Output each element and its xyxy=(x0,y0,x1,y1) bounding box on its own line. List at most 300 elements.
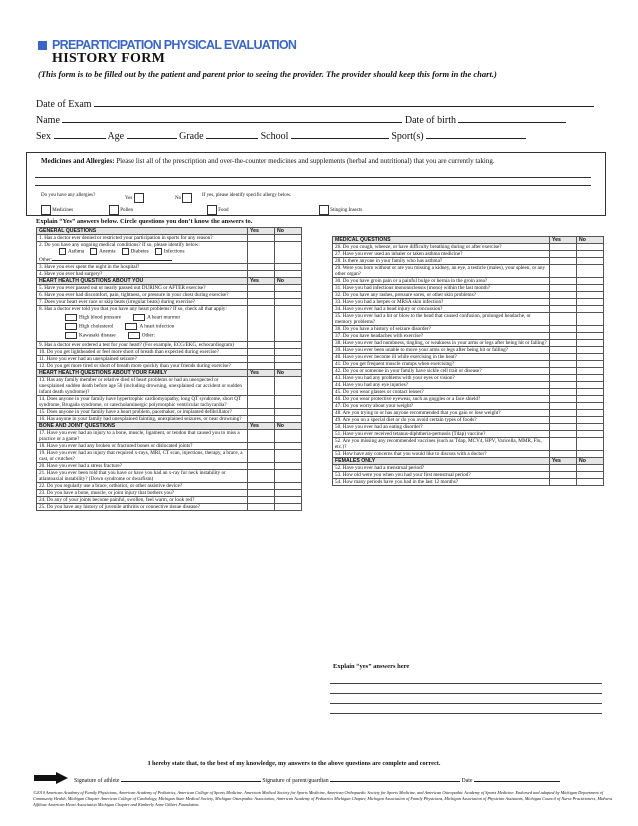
explain-line[interactable] xyxy=(330,693,602,694)
question-row xyxy=(333,340,604,347)
grade-field[interactable] xyxy=(206,129,258,139)
explain-line[interactable] xyxy=(330,713,602,714)
question-text xyxy=(333,479,550,486)
no-answer-cell[interactable] xyxy=(577,340,604,347)
question-row xyxy=(333,285,604,292)
question-row xyxy=(333,375,604,382)
heart-condition-options xyxy=(39,314,245,321)
yes-answer-cell[interactable] xyxy=(550,354,577,361)
no-answer-cell[interactable] xyxy=(275,235,302,242)
allergy-type-food: Food xyxy=(207,205,229,215)
no-answer-cell[interactable] xyxy=(577,396,604,403)
yes-answer-cell[interactable] xyxy=(248,409,275,416)
question-row xyxy=(333,278,604,285)
exam-date-label: Date of Exam xyxy=(36,99,92,110)
no-answer-cell[interactable] xyxy=(275,292,302,299)
no-answer-cell[interactable] xyxy=(275,285,302,292)
yes-answer-cell[interactable] xyxy=(550,333,577,340)
allergy-type-medicines: Medicines xyxy=(41,205,73,215)
other-condition xyxy=(39,255,245,263)
question-label: 43. Have you had any problems with your eyes or vision? xyxy=(335,375,455,381)
no-answer-cell[interactable] xyxy=(577,465,604,472)
no-answer-cell[interactable] xyxy=(577,403,604,410)
heart-condition-label: High blood pressure xyxy=(79,314,122,321)
yes-answer-cell[interactable] xyxy=(550,347,577,354)
question-label: 11. Have you ever had an unexplained seizure? xyxy=(39,356,137,362)
section-header: GENERAL QUESTIONS xyxy=(37,228,248,235)
yes-answer-cell[interactable] xyxy=(550,410,577,417)
no-answer-cell[interactable] xyxy=(577,299,604,306)
allergy-type-pollen: Pollen xyxy=(109,205,133,215)
allergy-no-checkbox[interactable] xyxy=(182,193,192,203)
square-icon xyxy=(38,41,47,50)
question-text xyxy=(37,396,248,409)
yes-answer-cell[interactable] xyxy=(248,242,275,264)
question-label: 3. Have you ever spent the night in the hospital? xyxy=(39,264,140,270)
question-text xyxy=(333,285,550,292)
question-label: 20. Have you ever had a stress fracture? xyxy=(39,463,122,469)
no-answer-cell[interactable] xyxy=(275,356,302,363)
yes-answer-cell[interactable] xyxy=(550,424,577,431)
question-label: 34. Have you ever had a head injury or concussion? xyxy=(335,306,443,312)
allergy-yes: Yes xyxy=(125,193,144,203)
question-text xyxy=(333,368,550,375)
condition-checkbox[interactable] xyxy=(155,248,162,255)
question-row xyxy=(333,472,604,479)
no-answer-cell[interactable] xyxy=(275,504,302,511)
question-label: 5. Have you ever passed out or nearly passed out DURING or AFTER exercise? xyxy=(39,285,206,291)
no-answer-cell[interactable] xyxy=(275,430,302,443)
question-label: 52. Have you ever had a menstrual period? xyxy=(335,465,425,471)
no-column-header: No xyxy=(275,228,302,235)
yes-answer-cell[interactable] xyxy=(550,396,577,403)
section-header-row xyxy=(333,237,604,244)
question-label: 52. Are you missing any recommended vaccines (such as Tdap, MCV4, HPV, Varicella, MMR, Flu, etc.)? xyxy=(335,438,542,450)
no-answer-cell[interactable] xyxy=(577,354,604,361)
yes-answer-cell[interactable] xyxy=(248,430,275,443)
question-label: 21. Have you ever been told that you have or have you had an x-ray for neck instability or atlantoaxial instability? (Down syndrome or dwarfism) xyxy=(39,470,226,482)
no-answer-cell[interactable] xyxy=(577,389,604,396)
other-label: Other: xyxy=(39,257,53,263)
yes-answer-cell[interactable] xyxy=(248,470,275,483)
question-text xyxy=(37,349,248,356)
question-label: 4. Have you ever had surgery? xyxy=(39,271,103,277)
yes-answer-cell[interactable] xyxy=(248,285,275,292)
no-answer-cell[interactable] xyxy=(577,438,604,451)
question-label: 8. Has a doctor ever told you that you have any heart problems? If so, check all that apply: xyxy=(39,306,227,312)
no-answer-cell[interactable] xyxy=(577,472,604,479)
question-text xyxy=(333,347,550,354)
question-label: 26. Do you cough, wheeze, or have difficulty breathing during or after exercise? xyxy=(335,244,502,250)
yes-answer-cell[interactable] xyxy=(248,443,275,450)
question-row xyxy=(37,363,302,370)
question-row xyxy=(37,299,302,306)
grade-label: Grade xyxy=(179,131,204,142)
question-label: 16. Has anyone in your family had unexplained fainting, unexplained seizures, or near drowning? xyxy=(39,416,242,422)
section-header-row xyxy=(37,228,302,235)
name-row xyxy=(36,113,566,126)
question-label: 17. Have you ever had an injury to a bone, muscle, ligament, or tendon that caused you to miss a practice or a game? xyxy=(39,430,240,442)
question-label: 24. Do any of your joints become painful, swollen, feel warm, or look red? xyxy=(39,497,195,503)
left-question-table xyxy=(36,227,302,511)
no-answer-cell[interactable] xyxy=(577,479,604,486)
no-answer-cell[interactable] xyxy=(577,306,604,313)
heart-condition-checkbox[interactable] xyxy=(133,314,145,321)
no-answer-cell[interactable] xyxy=(275,342,302,349)
question-text xyxy=(37,292,248,299)
question-label: 30. Do you have groin pain or a painful bulge or hernia in the groin area? xyxy=(335,278,488,284)
medicines-checkbox[interactable] xyxy=(41,205,51,215)
yes-answer-cell[interactable] xyxy=(550,451,577,458)
question-label: 1. Has a doctor ever denied or restricted your participation in sports for any reason? xyxy=(39,235,213,241)
heart-condition-options xyxy=(39,332,245,339)
condition-label: Asthma xyxy=(68,248,85,255)
yes-answer-cell[interactable] xyxy=(248,396,275,409)
condition-checkbox[interactable] xyxy=(59,248,66,255)
question-row xyxy=(37,342,302,349)
no-answer-cell[interactable] xyxy=(275,497,302,504)
yes-answer-cell[interactable] xyxy=(550,389,577,396)
yes-column-header: Yes xyxy=(248,228,275,235)
no-answer-cell[interactable] xyxy=(275,264,302,271)
medicines-line[interactable] xyxy=(35,185,591,186)
question-text xyxy=(333,465,550,472)
yes-answer-cell[interactable] xyxy=(550,465,577,472)
question-row xyxy=(37,306,302,342)
question-label: 2. Do you have any ongoing medical conditions? If so, please identify below: xyxy=(39,242,200,248)
question-row xyxy=(37,292,302,299)
question-label: 13. Has any family member or relative died of heart problems or had an unexpected or unexplained sudden death before age 50 (including drowning, unexplained car accident or sudden infant death syndrome)? xyxy=(39,377,242,395)
no-answer-cell[interactable] xyxy=(275,377,302,396)
yes-answer-cell[interactable] xyxy=(248,483,275,490)
no-answer-cell[interactable] xyxy=(275,396,302,409)
no-answer-cell[interactable] xyxy=(577,368,604,375)
question-row xyxy=(37,409,302,416)
yes-answer-cell[interactable] xyxy=(550,368,577,375)
yes-answer-cell[interactable] xyxy=(248,504,275,511)
no-answer-cell[interactable] xyxy=(577,313,604,326)
no-answer-cell[interactable] xyxy=(577,375,604,382)
question-row xyxy=(333,361,604,368)
yes-answer-cell[interactable] xyxy=(550,375,577,382)
question-row xyxy=(37,235,302,242)
no-answer-cell[interactable] xyxy=(275,470,302,483)
question-row xyxy=(37,450,302,463)
question-label: 48. Are you trying to or has anyone recommended that you gain or lose weight? xyxy=(335,410,501,416)
question-label: 7. Does your heart ever race or skip beats (irregular beats) during exercise? xyxy=(39,299,195,305)
yes-answer-cell[interactable] xyxy=(248,416,275,423)
school-field[interactable] xyxy=(291,129,389,139)
yes-answer-cell[interactable] xyxy=(550,382,577,389)
question-row xyxy=(333,333,604,340)
question-label: 53. How old were you when you had your first menstrual period? xyxy=(335,472,471,478)
medicines-allergies-box xyxy=(26,152,606,216)
date-label: Date xyxy=(461,778,473,784)
date-field[interactable] xyxy=(474,775,560,782)
no-answer-cell[interactable] xyxy=(275,271,302,278)
question-row xyxy=(37,416,302,423)
heart-condition-label: High cholesterol xyxy=(79,323,114,330)
question-text xyxy=(37,242,248,264)
athlete-signature-field[interactable] xyxy=(121,775,261,782)
certification-statement: I hereby state that, to the best of my knowledge, my answers to the above questions are complete and correct. xyxy=(148,760,441,767)
question-text xyxy=(37,416,248,423)
question-text xyxy=(333,278,550,285)
question-label: 50. Have you ever had an eating disorder? xyxy=(335,424,423,430)
question-text xyxy=(333,258,550,265)
yes-answer-cell[interactable] xyxy=(550,417,577,424)
allergy-yes-checkbox[interactable] xyxy=(134,193,144,203)
no-answer-cell[interactable] xyxy=(577,333,604,340)
no-column-header: No xyxy=(577,458,604,465)
no-answer-cell[interactable] xyxy=(275,242,302,264)
yes-answer-cell[interactable] xyxy=(550,285,577,292)
yes-answer-cell[interactable] xyxy=(550,265,577,278)
question-text xyxy=(333,451,550,458)
yes-answer-cell[interactable] xyxy=(248,377,275,396)
question-row xyxy=(37,349,302,356)
question-label: 9. Has a doctor ever ordered a test for your heart? (For example, ECG/EKG, echocardiogram) xyxy=(39,342,234,348)
yes-answer-cell[interactable] xyxy=(550,431,577,438)
heart-condition-checkbox[interactable] xyxy=(125,323,137,330)
question-label: 27. Have you ever used an inhaler or taken asthma medicine? xyxy=(335,251,463,257)
explain-line[interactable] xyxy=(330,683,602,684)
medicines-label: Medicines and Allergies: Please list all of the prescription and over-the-counter medicines and supplements (herbal and nutritional) that you are currently taking. xyxy=(41,157,495,165)
section-header: HEART HEALTH QUESTIONS ABOUT YOUR FAMILY xyxy=(37,370,248,377)
sex-field[interactable] xyxy=(54,129,106,139)
question-row xyxy=(333,292,604,299)
section-header-row xyxy=(37,370,302,377)
yes-answer-cell[interactable] xyxy=(248,292,275,299)
yes-answer-cell[interactable] xyxy=(550,479,577,486)
no-column-header: No xyxy=(275,370,302,377)
question-text xyxy=(333,417,550,424)
question-label: 6. Have you ever had discomfort, pain, tightness, or pressure in your chest during exercise? xyxy=(39,292,229,298)
no-answer-cell[interactable] xyxy=(577,451,604,458)
no-answer-cell[interactable] xyxy=(577,417,604,424)
question-label: 14. Does anyone in your family have hypertrophic cardiomyopathy, long QT syndrome, short QT syndrome, Brugada syndrome, or catecholaminergic polymorphic ventricular tachycardia? xyxy=(39,396,242,408)
heart-condition-checkbox[interactable] xyxy=(65,323,77,330)
question-row xyxy=(333,451,604,458)
question-text xyxy=(37,363,248,370)
sports-field[interactable] xyxy=(426,129,526,139)
question-label: 49. Are you on a special diet or do you avoid certain types of foods? xyxy=(335,417,477,423)
parent-signature-field[interactable] xyxy=(330,775,460,782)
question-label: 23. Do you have a bone, muscle, or joint injury that bothers you? xyxy=(39,490,174,496)
yes-answer-cell[interactable] xyxy=(248,356,275,363)
no-answer-cell[interactable] xyxy=(577,265,604,278)
yes-answer-cell[interactable] xyxy=(550,361,577,368)
yes-answer-cell[interactable] xyxy=(550,278,577,285)
question-row xyxy=(37,443,302,450)
question-text xyxy=(37,356,248,363)
question-text xyxy=(37,463,248,470)
question-row xyxy=(333,258,604,265)
question-row xyxy=(37,470,302,483)
no-answer-cell[interactable] xyxy=(275,463,302,470)
no-answer-cell[interactable] xyxy=(275,490,302,497)
question-text xyxy=(333,396,550,403)
no-answer-cell[interactable] xyxy=(577,251,604,258)
question-text xyxy=(333,251,550,258)
question-label: 35. Have you ever had a hit or blow to the head that caused confusion, prolonged headache, or memory problems? xyxy=(335,313,531,325)
question-text xyxy=(37,235,248,242)
no-answer-cell[interactable] xyxy=(275,299,302,306)
no-answer-cell[interactable] xyxy=(577,285,604,292)
question-row xyxy=(37,497,302,504)
dob-field[interactable] xyxy=(458,113,566,123)
no-answer-cell[interactable] xyxy=(275,363,302,370)
no-answer-cell[interactable] xyxy=(275,349,302,356)
no-answer-cell[interactable] xyxy=(577,361,604,368)
other-field[interactable] xyxy=(52,255,172,261)
question-row xyxy=(37,483,302,490)
question-row xyxy=(37,285,302,292)
yes-answer-cell[interactable] xyxy=(550,292,577,299)
question-text xyxy=(333,403,550,410)
heart-condition-checkbox[interactable] xyxy=(65,314,77,321)
question-text xyxy=(333,292,550,299)
heart-condition-checkbox[interactable] xyxy=(128,332,140,339)
form-instruction: (This form is to be filled out by the patient and parent prior to seeing the provider. The provider should keep this form in the chart.) xyxy=(38,69,497,79)
question-text xyxy=(37,306,248,342)
exam-date-row xyxy=(36,97,594,110)
yes-answer-cell[interactable] xyxy=(550,472,577,479)
yes-answer-cell[interactable] xyxy=(248,363,275,370)
yes-answer-cell[interactable] xyxy=(248,490,275,497)
question-label: 22. Do you regularly use a brace, orthotics, or other assistive device? xyxy=(39,483,183,489)
question-label: 29. Were you born without or are you missing a kidney, an eye, a testicle (males), your spleen, or any other organ? xyxy=(335,265,546,277)
food-checkbox[interactable] xyxy=(207,205,217,215)
no-answer-cell[interactable] xyxy=(275,483,302,490)
condition-checkbox[interactable] xyxy=(122,248,129,255)
yes-answer-cell[interactable] xyxy=(550,438,577,451)
no-answer-cell[interactable] xyxy=(577,347,604,354)
no-answer-cell[interactable] xyxy=(275,409,302,416)
question-row xyxy=(37,396,302,409)
question-label: 54. How many periods have you had in the last 12 months? xyxy=(335,479,459,485)
yes-answer-cell[interactable] xyxy=(550,403,577,410)
yes-answer-cell[interactable] xyxy=(248,235,275,242)
no-answer-cell[interactable] xyxy=(275,450,302,463)
question-text xyxy=(333,375,550,382)
yes-answer-cell[interactable] xyxy=(248,349,275,356)
yes-answer-cell[interactable] xyxy=(550,244,577,251)
question-row xyxy=(333,438,604,451)
no-answer-cell[interactable] xyxy=(577,424,604,431)
question-text xyxy=(333,340,550,347)
yes-answer-cell[interactable] xyxy=(248,299,275,306)
question-label: 45. Do you wear glasses or contact lenses? xyxy=(335,389,424,395)
yes-answer-cell[interactable] xyxy=(550,326,577,333)
name-field[interactable] xyxy=(62,113,402,123)
no-answer-cell[interactable] xyxy=(577,382,604,389)
name-label: Name xyxy=(36,115,60,126)
question-text xyxy=(37,450,248,463)
question-label: 33. Have you had a herpes or MRSA skin infection? xyxy=(335,299,444,305)
question-row xyxy=(333,479,604,486)
question-text xyxy=(333,313,550,326)
no-answer-cell[interactable] xyxy=(577,431,604,438)
section-header: FEMALES ONLY xyxy=(333,458,550,465)
yes-answer-cell[interactable] xyxy=(248,342,275,349)
question-label: 28. Is there anyone in your family who has asthma? xyxy=(335,258,443,264)
medicines-line[interactable] xyxy=(35,177,591,178)
question-row xyxy=(37,242,302,264)
no-answer-cell[interactable] xyxy=(275,306,302,342)
exam-date-field[interactable] xyxy=(94,97,594,107)
no-answer-cell[interactable] xyxy=(275,443,302,450)
question-label: 15. Does anyone in your family have a heart problem, pacemaker, or implanted defibrillator? xyxy=(39,409,232,415)
yes-answer-cell[interactable] xyxy=(550,340,577,347)
age-field[interactable] xyxy=(127,129,177,139)
yes-answer-cell[interactable] xyxy=(550,306,577,313)
yes-answer-cell[interactable] xyxy=(248,463,275,470)
question-label: 44. Have you had any eye injuries? xyxy=(335,382,409,388)
question-text xyxy=(333,244,550,251)
question-row xyxy=(333,431,604,438)
no-answer-cell[interactable] xyxy=(577,410,604,417)
yes-answer-cell[interactable] xyxy=(248,450,275,463)
question-label: 31. Have you had infectious mononucleosis (mono) within the last month? xyxy=(335,285,490,291)
section-header-row xyxy=(37,278,302,285)
question-text xyxy=(333,382,550,389)
question-row xyxy=(333,424,604,431)
question-text xyxy=(37,490,248,497)
pollen-checkbox[interactable] xyxy=(109,205,119,215)
question-label: 40. Have you ever become ill while exercising in the heat? xyxy=(335,354,457,360)
question-text xyxy=(333,410,550,417)
question-label: 51. Have you ever received tetanus-diphtheria-pertussis (Tdap) vaccine? xyxy=(335,431,486,437)
question-row xyxy=(37,463,302,470)
yes-answer-cell[interactable] xyxy=(248,306,275,342)
yes-answer-cell[interactable] xyxy=(550,313,577,326)
condition-label: Anemia xyxy=(99,248,116,255)
no-column-header: No xyxy=(275,423,302,430)
no-answer-cell[interactable] xyxy=(577,258,604,265)
heart-condition-label: Kawasaki disease xyxy=(79,332,116,339)
question-row xyxy=(333,368,604,375)
question-label: 46. Do you wear protective eyewear, such as goggles or a face shield? xyxy=(335,396,481,402)
yes-answer-cell[interactable] xyxy=(248,497,275,504)
question-row xyxy=(37,490,302,497)
question-label: 42. Do you or someone in your family have sickle cell trait or disease? xyxy=(335,368,482,374)
no-answer-cell[interactable] xyxy=(577,292,604,299)
yes-answer-cell[interactable] xyxy=(550,258,577,265)
condition-checkbox[interactable] xyxy=(90,248,97,255)
no-answer-cell[interactable] xyxy=(577,244,604,251)
yes-column-header: Yes xyxy=(248,370,275,377)
form-name: HISTORY FORM xyxy=(52,51,166,66)
yes-answer-cell[interactable] xyxy=(550,251,577,258)
heart-condition-checkbox[interactable] xyxy=(65,332,77,339)
yes-answer-cell[interactable] xyxy=(248,271,275,278)
no-answer-cell[interactable] xyxy=(275,416,302,423)
question-text xyxy=(333,472,550,479)
question-text xyxy=(333,265,550,278)
explain-line[interactable] xyxy=(330,703,602,704)
section-header: HEART HEALTH QUESTIONS ABOUT YOU xyxy=(37,278,248,285)
yes-answer-cell[interactable] xyxy=(248,264,275,271)
no-answer-cell[interactable] xyxy=(577,278,604,285)
no-answer-cell[interactable] xyxy=(577,326,604,333)
question-label: 10. Do you get lightheaded or feel more short of breath than expected during exercise? xyxy=(39,349,219,355)
question-row xyxy=(333,306,604,313)
yes-answer-cell[interactable] xyxy=(550,299,577,306)
question-label: 41. Do you get frequent muscle cramps when exercising? xyxy=(335,361,455,367)
stinging-insects-checkbox[interactable] xyxy=(319,205,329,215)
question-label: 19. Have you ever had an injury that required x-rays, MRI, CT scan, injections, therapy, a brace, a cast, or crutches? xyxy=(39,450,243,462)
